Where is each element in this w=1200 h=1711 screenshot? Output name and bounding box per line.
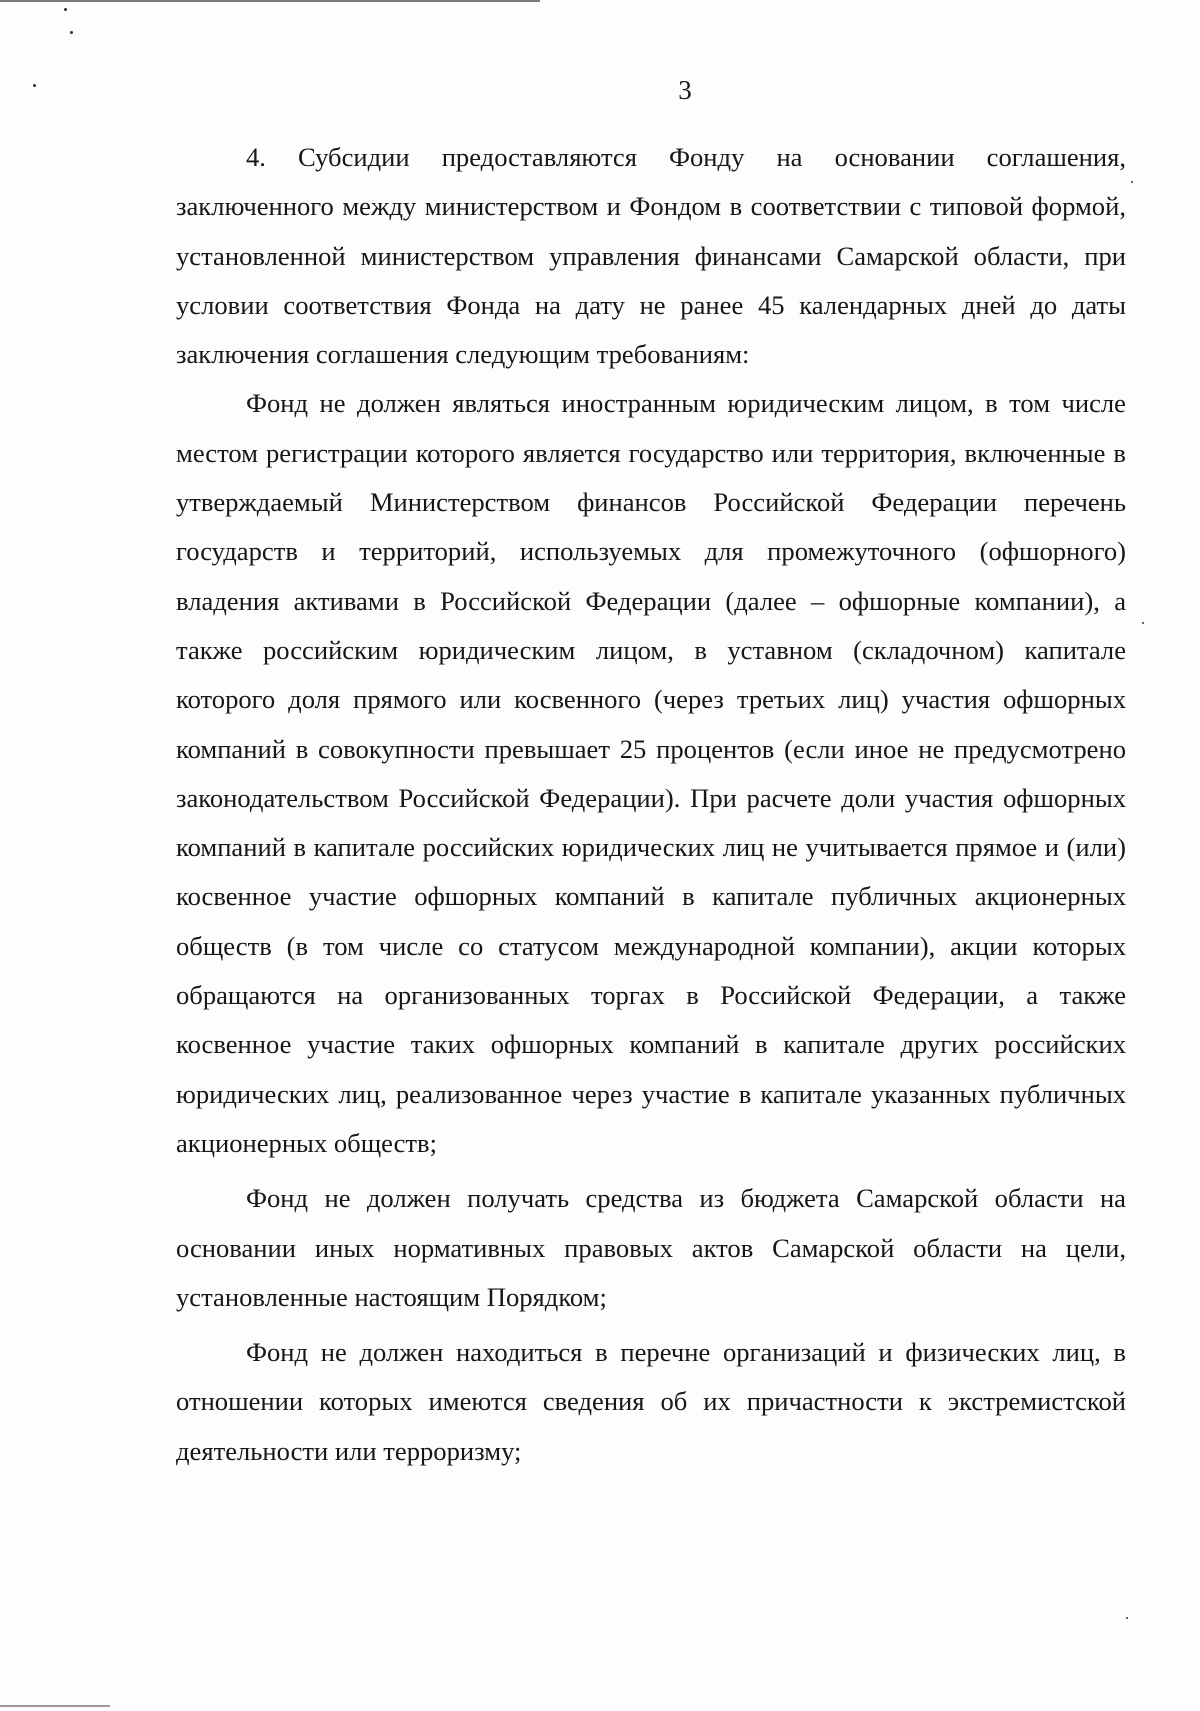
paragraph-budget-requirement: Фонд не должен получать средства из бюджета Самарской области на основании иных нормативных правовых актов Самарской области на цели, установленные настоящим Порядком;: [176, 1183, 1126, 1312]
scan-speck: [1142, 622, 1144, 624]
paragraph-extremism-requirement: Фонд не должен находиться в перечне организаций и физических лиц, в отношении которых имеются сведения об их причастности к экстремистской деятельности или терроризму;: [176, 1337, 1126, 1466]
paragraph-subsidy-conditions: 4. Субсидии предоставляются Фонду на основании соглашения, заключенного между министерством и Фондом в соответствии с типовой формой, установленной министерством управления финансами Самарской области, при условии соответствия Фонда на дату не ранее 45 календарных дней до даты заключения соглашения следующим требованиям:: [176, 142, 1126, 370]
scan-speck: [70, 31, 73, 34]
scan-speck: [1126, 1617, 1128, 1619]
scan-speck: [1131, 181, 1133, 183]
scan-edge-line: [0, 1705, 110, 1707]
document-body: [176, 133, 1126, 1476]
paragraph-offshore-requirement: Фонд не должен являться иностранным юридическим лицом, в том числе местом регистрации которого является государство или территория, включенные в утверждаемый Министерством финансов Российской Федерации перечень государств и территорий, используемых для промежуточного (офшорного) владения активами в Российской Федерации (далее – офшорные компании), а также российским юридическим лицом, в уставном (складочном) капитале которого доля прямого или косвенного (через третьих лиц) участия офшорных компаний в совокупности превышает 25 процентов (если иное не предусмотрено законодательством Российской Федерации). При расчете доли участия офшорных компаний в капитале российских юридических лиц не учитывается прямое и (или) косвенное участие офшорных компаний в капитале публичных акционерных обществ (в том числе со статусом международной компании), акции которых обращаются на организованных торгах в Российской Федерации, а также косвенное участие таких офшорных компаний в капитале других российских юридических лиц, реализованное через участие в капитале указанных публичных акционерных обществ;: [176, 388, 1126, 1158]
page-number: 3: [678, 75, 692, 105]
scan-speck: [64, 8, 67, 11]
scan-edge-line: [0, 0, 540, 2]
